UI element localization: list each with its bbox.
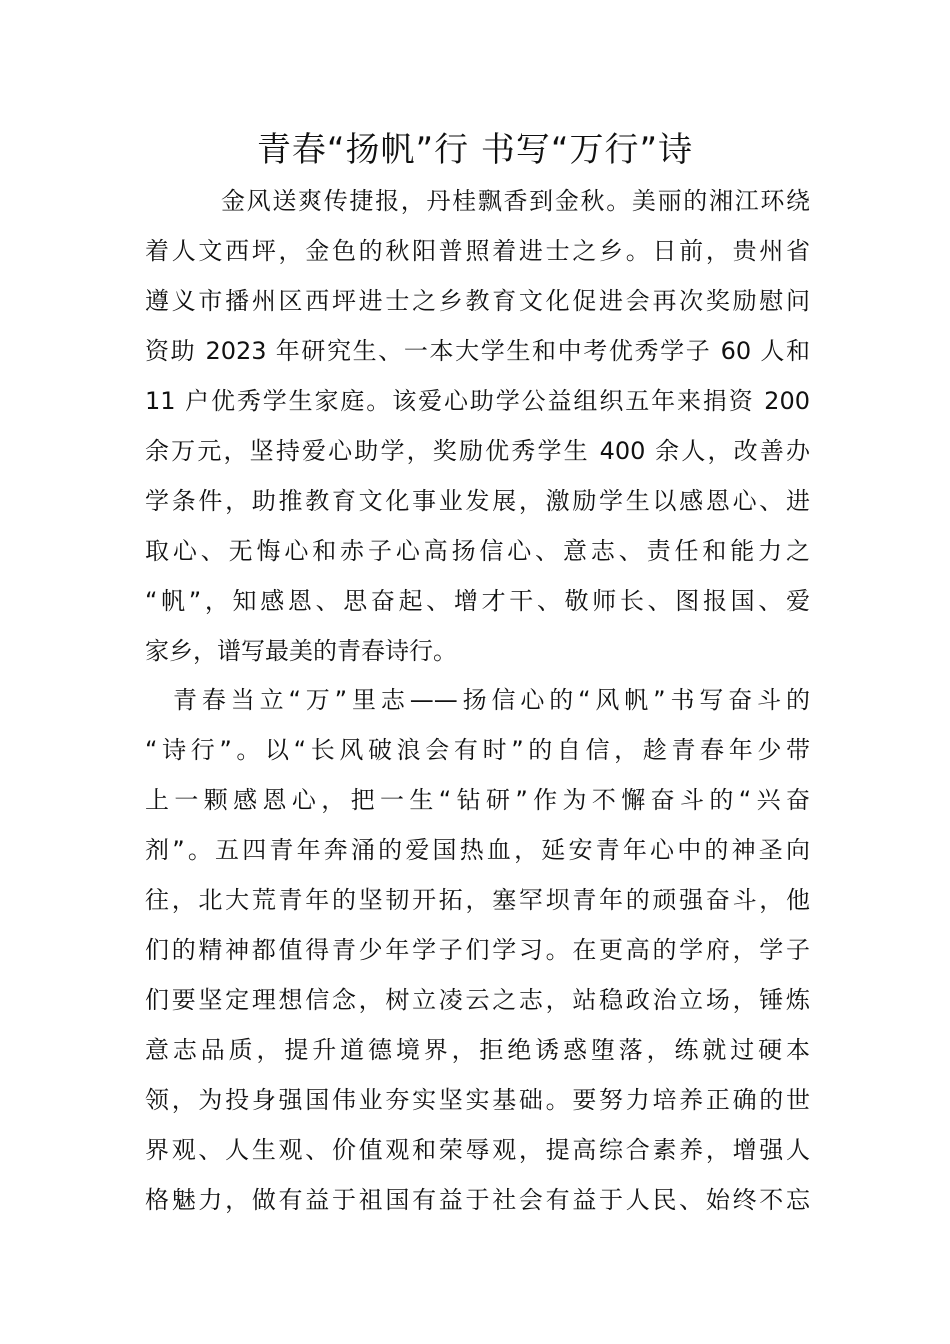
paragraph-2-line: 们的精神都值得青少年学子们学习。在更高的学府，学子 — [145, 936, 810, 964]
paragraph-1-line: 家乡，谱写最美的青春诗行。 — [145, 637, 457, 665]
paragraph-2-line: 意志品质，提升道德境界，拒绝诱惑堕落，练就过硬本 — [145, 1036, 810, 1064]
paragraph-1-line: 取心、无悔心和赤子心高扬信心、意志、责任和能力之 — [145, 537, 810, 565]
paragraph-2-line: 上一颗感恩心，把一生“钻研”作为不懈奋斗的“兴奋 — [145, 786, 810, 814]
paragraph-1 — [145, 176, 810, 676]
paragraph-2-line: 往，北大荒青年的坚韧开拓，塞罕坝青年的顽强奋斗，他 — [145, 886, 810, 914]
paragraph-1-line: 着人文西坪，金色的秋阳普照着进士之乡。日前，贵州省 — [145, 237, 810, 265]
paragraph-2-line: 领，为投身强国伟业夯实坚实基础。要努力培养正确的世 — [145, 1086, 810, 1114]
article-title: 青春“扬帆”行 书写“万行”诗 — [256, 130, 694, 170]
paragraph-2-line: 们要坚定理想信念，树立凌云之志，站稳政治立场，锤炼 — [145, 986, 810, 1014]
paragraph-2-line: 格魅力，做有益于祖国有益于社会有益于人民、始终不忘 — [145, 1186, 810, 1214]
paragraph-2-line: 界观、人生观、价值观和荣辱观，提高综合素养，增强人 — [145, 1136, 810, 1164]
paragraph-1-line: “帆”，知感恩、思奋起、增才干、敬师长、图报国、爱 — [145, 587, 810, 615]
paragraph-1-line: 学条件，助推教育文化事业发展，激励学生以感恩心、进 — [145, 487, 810, 515]
paragraph-1-line: 资助 2023 年研究生、一本大学生和中考优秀学子 60 人和 — [145, 337, 810, 365]
paragraph-1-line: 余万元，坚持爱心助学，奖励优秀学生 400 余人，改善办 — [145, 437, 810, 465]
paragraph-2-line: “诗行”。以“长风破浪会有时”的自信，趁青春年少带 — [145, 736, 810, 764]
paragraph-2-line: 剂”。五四青年奔涌的爱国热血，延安青年心中的神圣向 — [145, 836, 810, 864]
paragraph-1-line: 金风送爽传捷报，丹桂飘香到金秋。美丽的湘江环绕 — [221, 187, 810, 215]
paragraph-2 — [145, 675, 810, 1225]
paragraph-1-line: 遵义市播州区西坪进士之乡教育文化促进会再次奖励慰问 — [145, 287, 810, 315]
paragraph-1-line: 11 户优秀学生家庭。该爱心助学公益组织五年来捐资 200 — [145, 387, 810, 415]
paragraph-2-line: 青春当立“万”里志——扬信心的“风帆”书写奋斗的 — [173, 686, 810, 714]
